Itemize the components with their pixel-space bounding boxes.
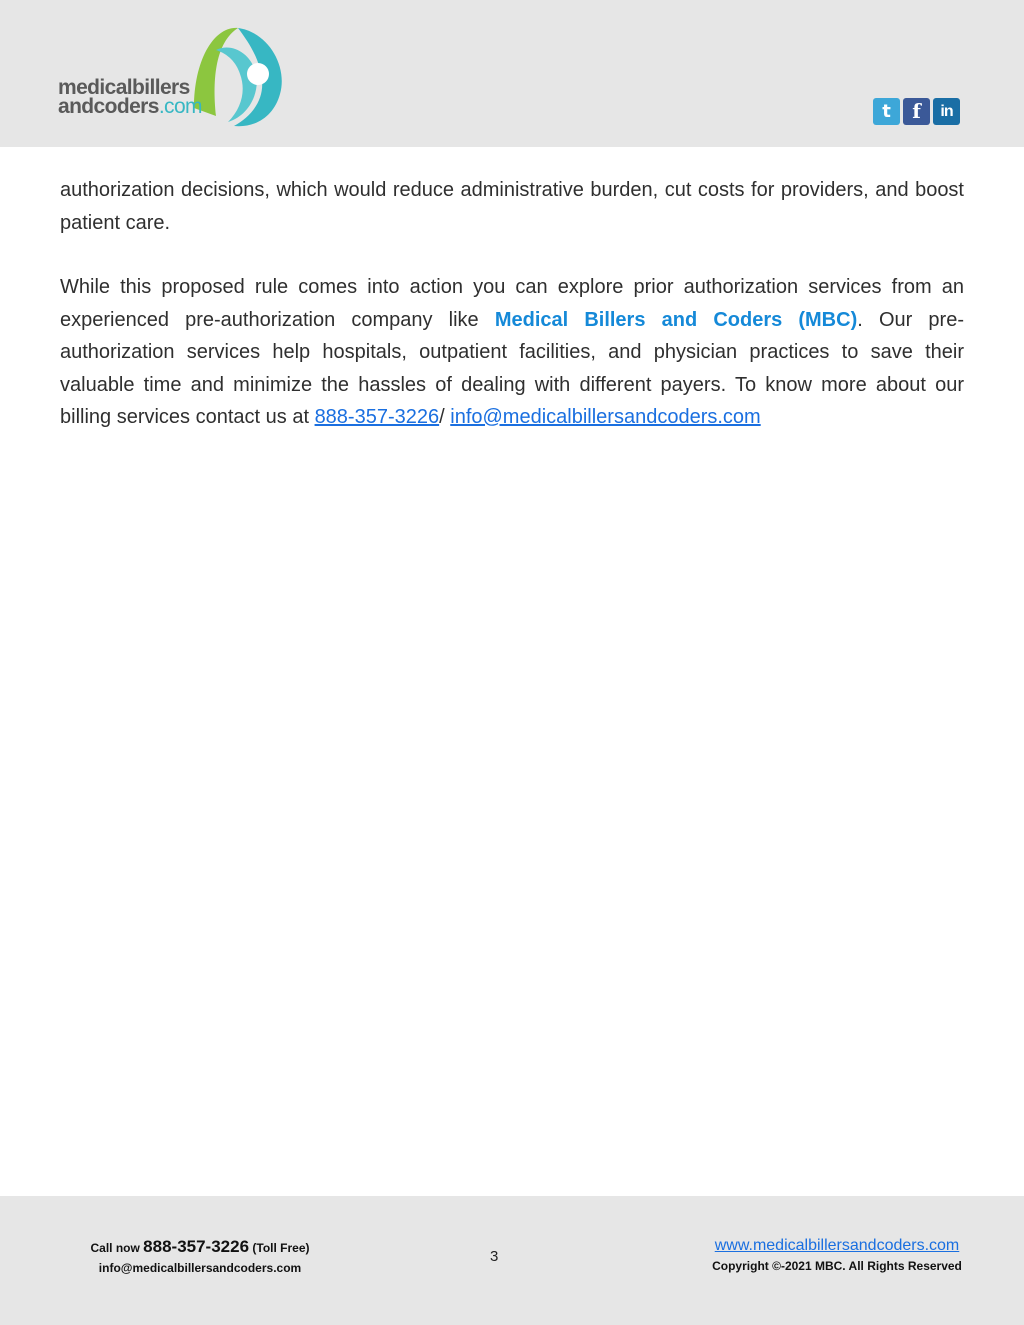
- logo-line2-suffix: .com: [158, 95, 202, 118]
- social-links: [873, 98, 963, 125]
- call-line: [80, 1237, 320, 1258]
- footer-email[interactable]: info@medicalbillersandcoders.com: [98, 1261, 302, 1275]
- footer-site-info: [690, 1236, 984, 1276]
- logo-line2: [58, 97, 228, 116]
- footer-contact: [80, 1237, 320, 1278]
- logo-line1: medicalbillers: [58, 76, 190, 99]
- facebook-icon[interactable]: f: [903, 98, 930, 125]
- page-header: [0, 0, 1024, 147]
- linkedin-icon[interactable]: in: [933, 98, 960, 125]
- page-footer: [0, 1196, 1024, 1325]
- copyright-text: Copyright ©-2021 MBC. All Rights Reserved: [712, 1259, 962, 1273]
- paragraph-2-text-middle: . Our pre-authorization services help hospitals, outpatient facilities, and physician practices to save their valuable time and minimize the hassles of dealing with different payers. To know more about our billing services contact us at: [60, 308, 964, 428]
- logo-line2-main: andcoders: [58, 95, 159, 118]
- brand-name: Medical Billers and Coders (MBC): [494, 308, 858, 331]
- paragraph-1: authorization decisions, which would reduce administrative burden, cut costs for providers, and boost patient care.: [60, 179, 964, 234]
- page-number: 3: [490, 1248, 499, 1265]
- website-link[interactable]: www.medicalbillersandcoders.com: [714, 1237, 960, 1254]
- company-logo[interactable]: [58, 20, 298, 132]
- paragraph-2: [60, 271, 964, 434]
- email-link[interactable]: info@medicalbillersandcoders.com: [450, 406, 761, 428]
- separator: /: [439, 406, 451, 428]
- twitter-icon[interactable]: t: [873, 98, 900, 125]
- footer-phone[interactable]: 888-357-3226: [143, 1237, 250, 1256]
- paragraph-2-text-start: While this proposed rule comes into action you can explore prior authorization services from an experienced pre-authorization company like: [60, 276, 964, 331]
- logo-wordmark: [58, 78, 228, 116]
- document-body: [60, 174, 964, 434]
- call-suffix: (Toll Free): [249, 1241, 310, 1255]
- phone-link[interactable]: 888-357-3226: [314, 406, 440, 428]
- call-prefix: Call now: [90, 1241, 144, 1255]
